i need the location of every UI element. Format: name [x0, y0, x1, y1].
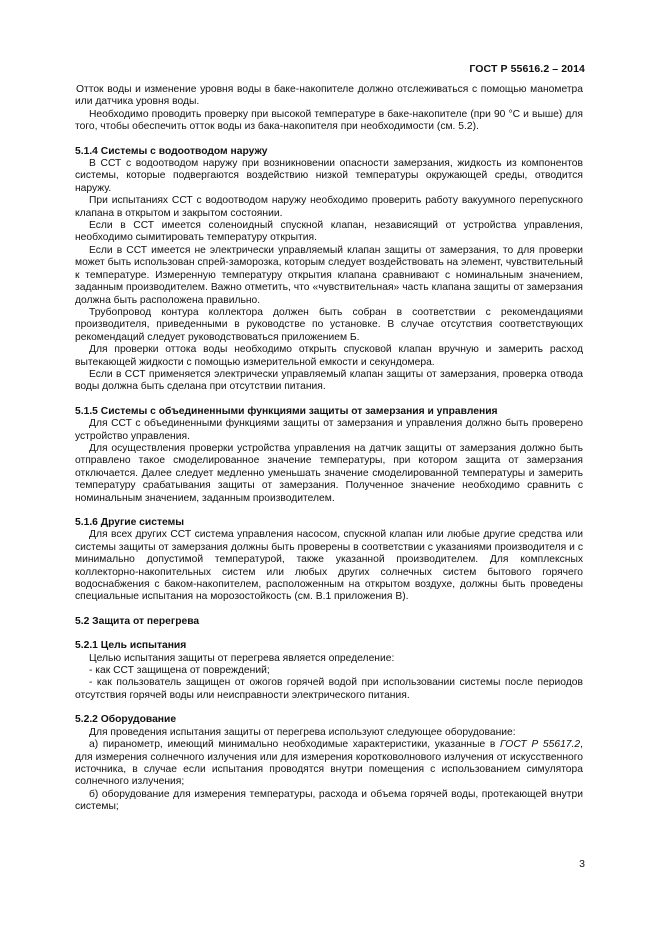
paragraph: Необходимо проводить проверку при высокой температуре в баке-накопителе (при 90 °С и выше) для того, чтобы обеспечить отток воды из бака-накопителя при необходимости (см. 5.2). — [75, 108, 583, 133]
paragraph: Для проверки оттока воды необходимо открыть спусковой клапан вручную и замерить расход вытекающей жидкости с помощью измерительной емкости и секундомера. — [75, 344, 583, 368]
spacer — [75, 628, 583, 640]
list-item: - как ССТ защищена от повреждений; — [89, 665, 270, 677]
paragraph: Отток воды и изменение уровня воды в баке-накопителе должно отслеживаться с помощью манометра или датчика уровня воды. — [75, 84, 583, 108]
spacer — [75, 604, 583, 616]
paragraph: Если в ССТ имеется не электрически управляемый клапан защиты от замерзания, то для проверки может быть использован спрей-заморозка, которым следует воздействовать на элемент, чувствительный к температуре. Измеренную температуру открытия клапана сравнивают с номинальным значением, заданным производителем. Важно отметить, что «чувствительная» часть клапана защиты от замерзания должна быть расположена правильно. — [75, 244, 583, 306]
list-item-b: б) оборудование для измерения температуры, расхода и объема горячей воды, протекающей внутри системы; — [75, 788, 583, 813]
page-number: 3 — [579, 858, 585, 870]
paragraph: В ССТ с водоотводом наружу при возникновении опасности замерзания, жидкость из компонентов системы, которые подвергаются воздействию низкой температуры окружающей среды, отводится наружу. — [75, 158, 583, 194]
paragraph: Если в ССТ имеется соленоидный спускной клапан, независящий от устройства управления, необходимо сымитировать температуру открытия. — [75, 220, 583, 244]
paragraph: Для ССТ с объединенными функциями защиты от замерзания и управления должно быть проверено устройство управления. — [75, 418, 583, 442]
section-heading-5-2-1: 5.2.1 Цель испытания — [75, 640, 187, 652]
standard-reference: ГОСТ Р 55617.2 — [500, 739, 581, 751]
section-heading-5-1-4: 5.1.4 Системы с водоотводом наружу — [75, 145, 268, 157]
paragraph: Для проведения испытания защиты от перегрева используют следующее оборудование: — [89, 726, 516, 738]
spacer — [75, 394, 583, 406]
section-heading-5-1-5: 5.1.5 Системы с объединенными функциями защиты от замерзания и управления — [75, 405, 498, 417]
list-item-a — [75, 739, 583, 789]
list-item-a-text-cont: , для измерения солнечного излучения или для измерения коротковолнового излучения от искусственного источника, в случае если испытания проводятся внутри помещения с использованием симулятора солнечного излучения; — [75, 739, 583, 788]
spacer — [75, 134, 583, 146]
standard-code-header: ГОСТ Р 55616.2 – 2014 — [469, 63, 585, 75]
list-item: - как пользователь защищен от ожогов горячей водой при использовании системы после периодов отсутствия горячей воды или неисправности электрического питания. — [75, 677, 583, 701]
spacer — [75, 702, 583, 714]
spacer — [75, 505, 583, 517]
paragraph: Для всех других ССТ система управления насосом, спускной клапан или любые другие средства или системы защиты от замерзания должны быть проверены в соответствии с указаниями производителя и с минимально допустимой температурой, также указанной производителем. Для комплексных коллекторно-накопительных систем или любых других солнечных систем бытового горячего водоснабжения с баком-накопителем, расположенным на открытом воздухе, должны быть проведены специальные испытания на морозостойкость (см. В.1 приложения В). — [75, 529, 583, 603]
paragraph: Целью испытания защиты от перегрева является определение: — [89, 652, 395, 664]
paragraph: Трубопровод контура коллектора должен быть собран в соответствии с рекомендациями производителя, приведенными в руководстве по установке. В случае отсутствия соответствующих рекомендаций следует руководствоваться приложением Б. — [75, 306, 583, 343]
section-heading-5-1-6: 5.1.6 Другие системы — [75, 517, 185, 528]
list-item-a-text: а) пиранометр, имеющий минимально необходимые характеристики, указанные в — [89, 739, 501, 751]
page-body — [75, 84, 583, 814]
section-heading-5-2-2: 5.2.2 Оборудование — [75, 714, 177, 726]
paragraph: Для осуществления проверки устройства управления на датчик защиты от замерзания должно быть отправлено такое смоделированное значение температуры, при котором защита от замерзания отключается. Далее следует медленно уменьшать значение смоделированной температуры и замерить температуру срабатывания защиты от замерзания. Полученное значение необходимо сравнить с номинальным значением, заданным производителем. — [75, 442, 583, 504]
paragraph: Если в ССТ применяется электрически управляемый клапан защиты от замерзания, проверка отвода воды должна быть сделана при отсутствии питания. — [75, 368, 583, 393]
section-heading-5-2: 5.2 Защита от перегрева — [75, 615, 200, 627]
paragraph: При испытаниях ССТ с водоотводом наружу необходимо проверить работу вакуумного перепускного клапана в открытом и закрытом состоянии. — [75, 195, 583, 219]
